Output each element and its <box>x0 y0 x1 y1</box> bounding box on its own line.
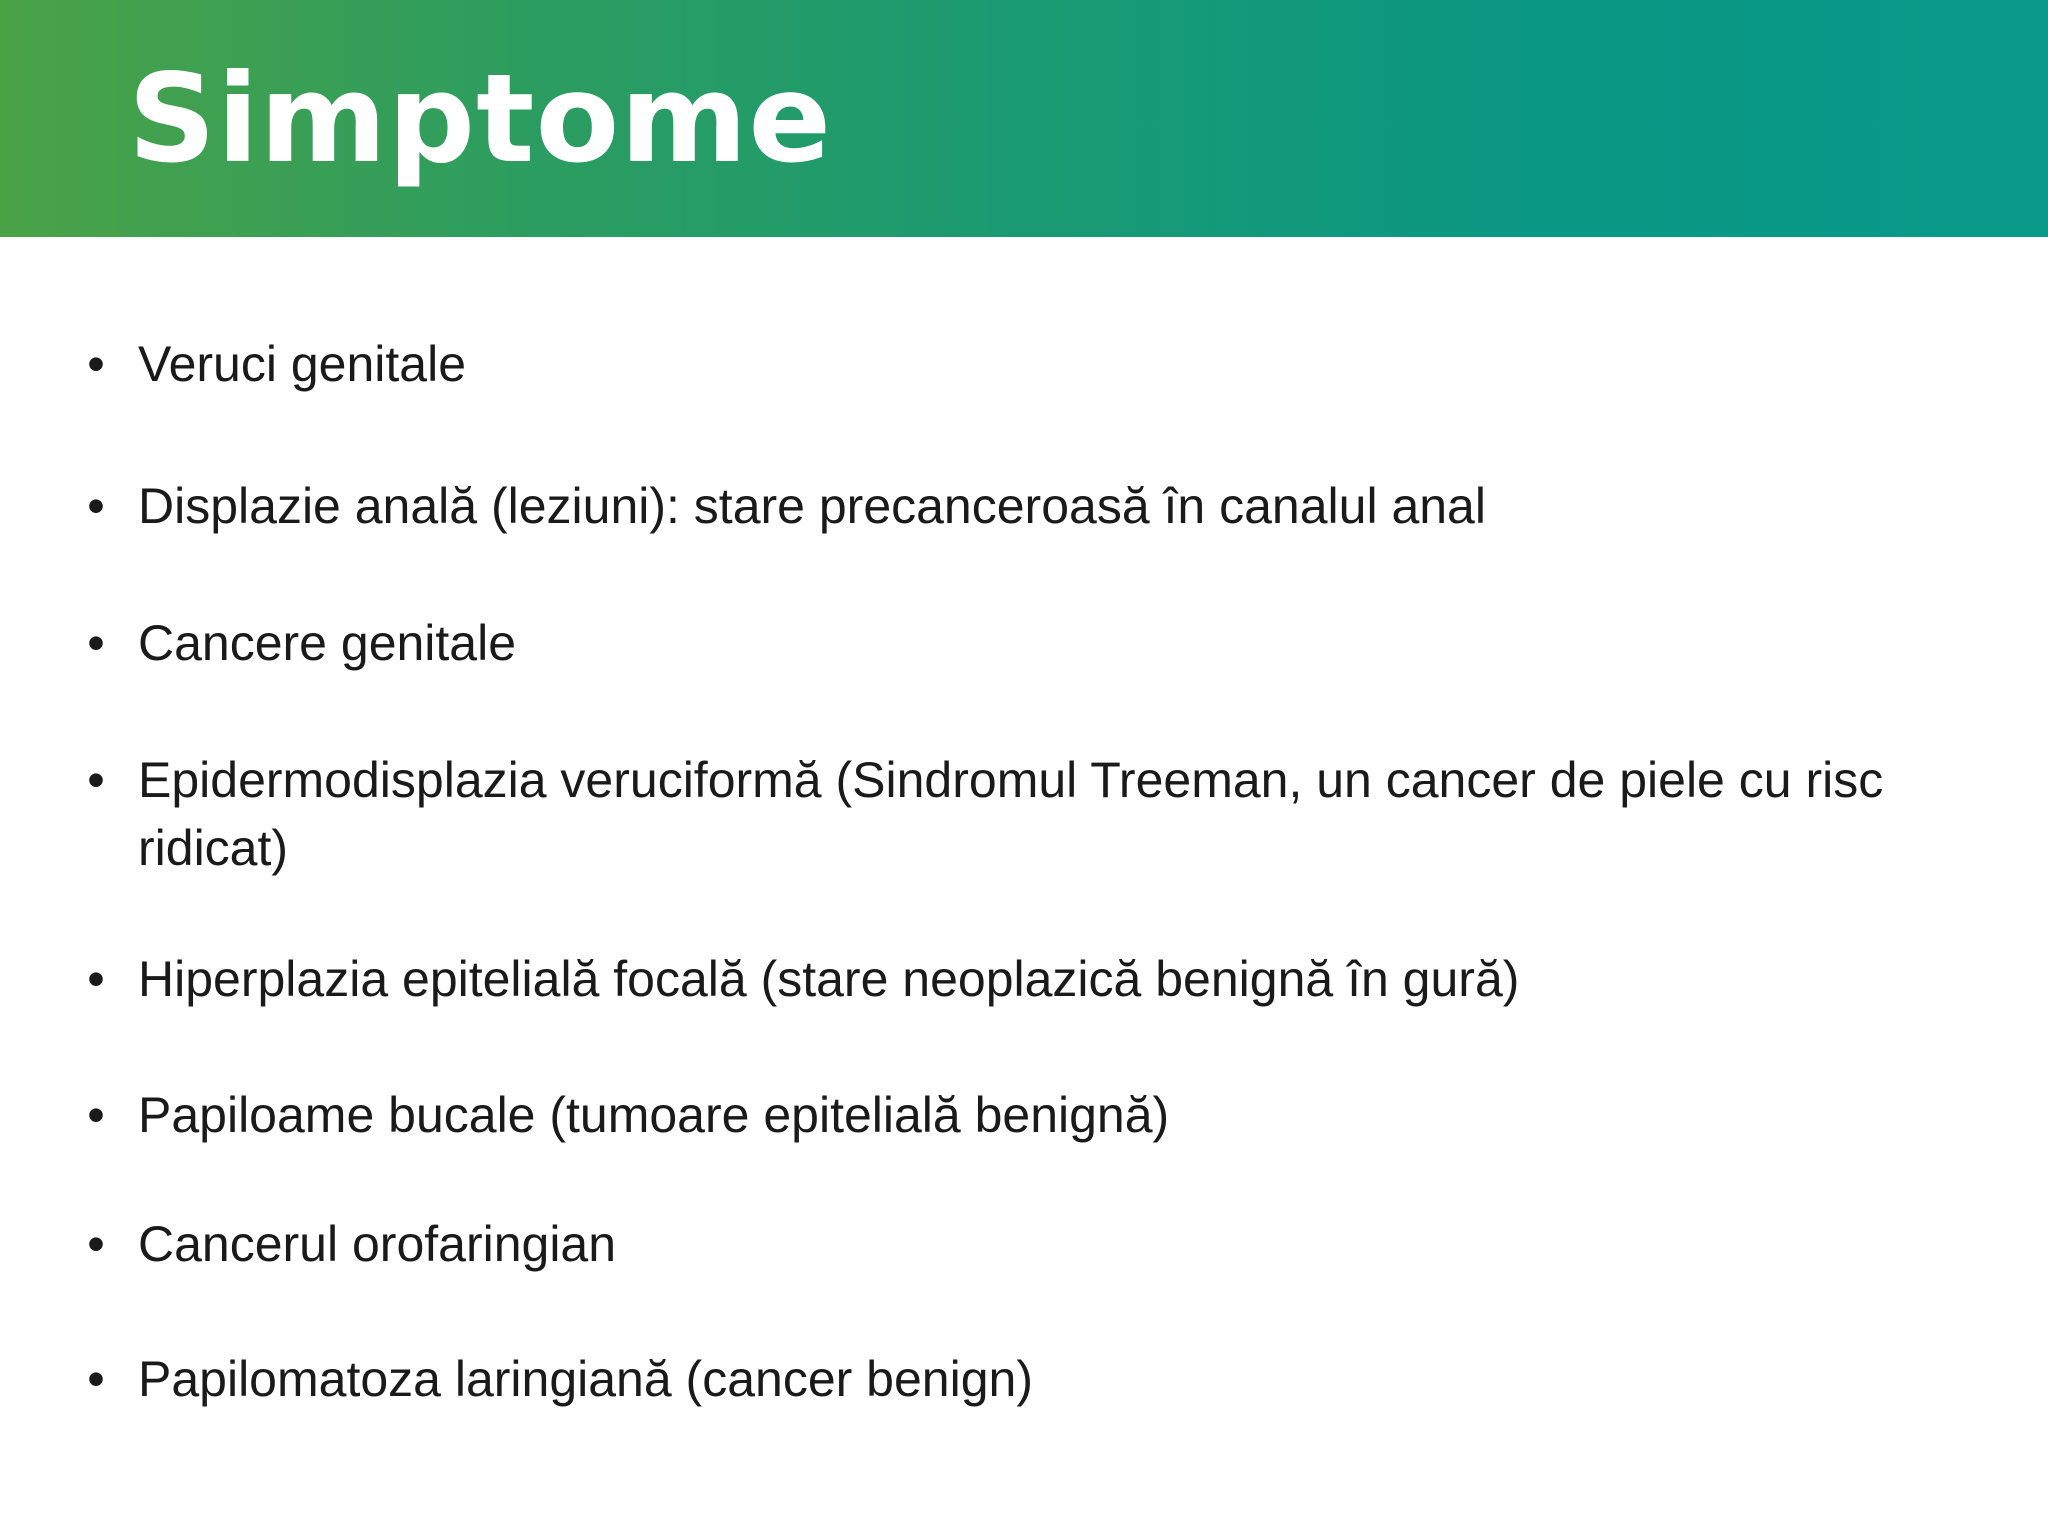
bullet-icon: • <box>87 1351 105 1407</box>
bullet-icon: • <box>87 752 105 808</box>
title-banner <box>0 0 2048 237</box>
bullet-icon: • <box>87 1087 105 1143</box>
list-item-text: Papiloame bucale (tumoare epitelială benignă) <box>138 1087 1170 1143</box>
list-item-text: Papilomatoza laringiană (cancer benign) <box>138 1351 1033 1407</box>
list-item-text: Cancerul orofaringian <box>138 1216 617 1272</box>
bullet-icon: • <box>87 615 105 671</box>
bullet-icon: • <box>87 336 105 392</box>
list-item-text: Epidermodisplazia veruciformă (Sindromul Treeman, un cancer de piele cu risc ridicat) <box>138 752 1884 876</box>
list-item-text: Cancere genitale <box>138 615 517 671</box>
bullet-icon: • <box>87 951 105 1007</box>
bullet-icon: • <box>87 478 105 534</box>
list-item-text: Veruci genitale <box>138 336 467 392</box>
slide-title: Simptome <box>128 48 833 190</box>
list-item-text: Hiperplazia epitelială focală (stare neoplazică benignă în gură) <box>138 951 1520 1007</box>
bullet-icon: • <box>87 1216 105 1272</box>
list-item-text: Displazie anală (leziuni): stare precanceroasă în canalul anal <box>138 478 1486 534</box>
